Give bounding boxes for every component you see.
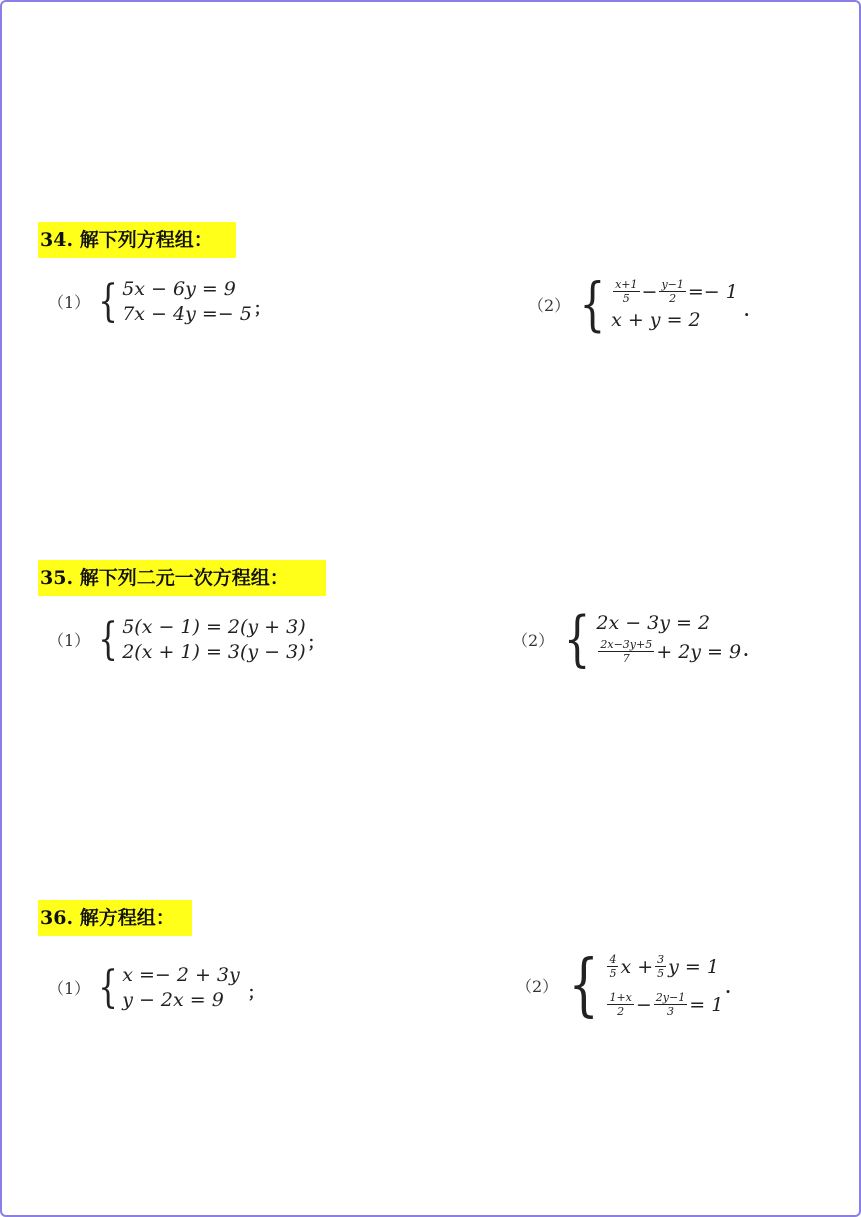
problem-title: 解下列二元一次方程组：	[79, 567, 289, 589]
equation-1: $\frac{x+1}{5}$ − $\frac{y-1}{2}$ =− 1	[615, 278, 738, 305]
fraction: $\frac{2y-1}{3}$	[655, 991, 686, 1018]
problem-35-part-2	[512, 604, 749, 674]
equation-1: 5x − 6y = 9	[122, 277, 236, 300]
problem-34-heading	[38, 223, 217, 257]
end-punctuation: .	[743, 641, 749, 660]
problem-34-part-2	[528, 270, 749, 338]
fraction: $\frac{3}{5}$	[657, 953, 665, 980]
fraction: $\frac{1+x}{2}$	[609, 991, 632, 1018]
problem-number: 36.	[40, 907, 74, 929]
problem-34-part-1	[48, 276, 270, 327]
fraction: $\frac{y-1}{2}$	[661, 278, 684, 305]
left-brace: {	[579, 270, 606, 338]
part-label: （1）	[48, 293, 91, 312]
equation-1: 2x − 3y = 2	[596, 611, 711, 634]
fraction: $\frac{2x-3y+5}{7}$	[600, 638, 653, 665]
fraction: $\frac{4}{5}$	[609, 953, 617, 980]
equation-1: $\frac{4}{5}$ x + $\frac{3}{5}$ y = 1	[609, 953, 719, 980]
equation-2: $\frac{1+x}{2}$ − $\frac{2y-1}{3}$ = 1	[609, 991, 724, 1018]
equation-2: 7x − 4y =− 5	[122, 302, 252, 325]
equation-system	[611, 276, 738, 333]
problem-number: 35.	[40, 567, 74, 589]
end-punctuation: ；	[253, 299, 270, 318]
equation-system	[122, 615, 305, 665]
part-label: （1）	[48, 979, 91, 998]
part-label: （2）	[516, 977, 559, 996]
problem-36-heading	[38, 901, 179, 935]
equation-system	[122, 963, 240, 1013]
problem-title: 解下列方程组：	[79, 229, 213, 251]
equation-2: 2(x + 1) = 3(y − 3)	[122, 640, 306, 663]
left-brace: {	[568, 946, 599, 1025]
equation-system	[596, 611, 741, 668]
fraction: $\frac{x+1}{5}$	[615, 278, 638, 305]
part-label: （2）	[512, 630, 555, 650]
problem-35-heading	[38, 561, 293, 595]
part-label: （1）	[48, 631, 91, 650]
equation-2: $\frac{2x-3y+5}{7}$ + 2y = 9	[600, 638, 742, 665]
problem-number: 34.	[40, 229, 74, 251]
problem-35-part-1	[48, 614, 324, 665]
equation-system	[605, 948, 723, 1024]
equation-system	[122, 277, 252, 327]
problem-36-part-2	[516, 946, 731, 1025]
end-punctuation: .	[725, 978, 731, 997]
equation-2: x + y = 2	[611, 308, 701, 331]
end-punctuation: ；	[247, 983, 264, 1002]
equation-1: x =− 2 + 3y	[122, 963, 240, 986]
equation-1: 5(x − 1) = 2(y + 3)	[122, 615, 306, 638]
part-label: （2）	[528, 295, 571, 315]
end-punctuation: ；	[307, 633, 324, 652]
left-brace: {	[98, 614, 118, 665]
problem-36-part-1	[48, 962, 264, 1013]
problem-title: 解方程组：	[79, 907, 175, 929]
left-brace: {	[563, 604, 591, 674]
left-brace: {	[98, 276, 118, 327]
end-punctuation: .	[743, 301, 750, 320]
left-brace: {	[98, 962, 118, 1013]
equation-2: y − 2x = 9	[122, 988, 224, 1011]
